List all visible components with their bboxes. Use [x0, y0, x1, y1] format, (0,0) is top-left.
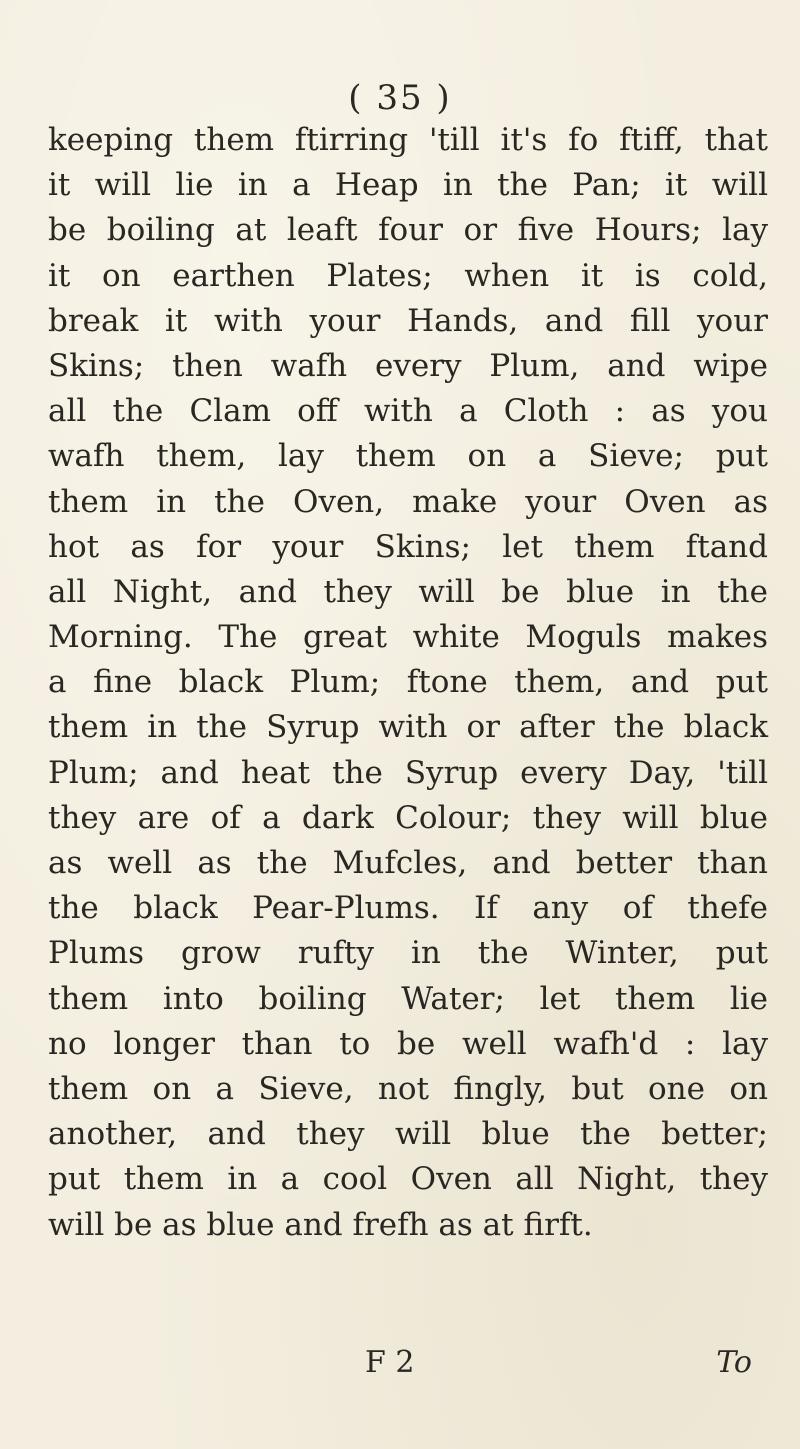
text-line: a fine black Plum; ftone them, and put: [48, 664, 768, 701]
text-line: hot as for your Skins; let them ftand: [48, 528, 768, 565]
text-line: them in the Oven, make your Oven as: [48, 483, 768, 520]
text-line: as well as the Mufcles, and better than: [48, 845, 768, 881]
text-line: Morning. The great white Moguls makes: [48, 619, 768, 656]
text-line: all Night, and they will be blue in the: [48, 573, 768, 610]
text-line: it on earthen Plates; when it is cold,: [48, 257, 768, 294]
text-line: no longer than to be well wafh'd : lay: [48, 1025, 768, 1062]
text-line: another, and they will blue the better;: [48, 1116, 768, 1153]
text-line: Skins; then wafh every Plum, and wipe: [48, 347, 768, 384]
text-line: put them in a cool Oven all Night, they: [48, 1161, 768, 1198]
text-line: the black Pear-Plums. If any of thefe: [48, 890, 768, 927]
text-line: them on a Sieve, not fingly, but one on: [48, 1070, 768, 1107]
text-line: will be as blue and frefh as at firft.: [48, 1206, 593, 1243]
page-footer: [0, 1345, 800, 1395]
text-line: wafh them, lay them on a Sieve; put: [48, 438, 768, 475]
text-line: them in the Syrup with or after the black: [48, 709, 768, 746]
text-line: be boiling at leaft four or five Hours; lay: [48, 212, 768, 249]
text-line: break it with your Hands, and fill your: [48, 302, 768, 339]
body-text: [48, 118, 768, 1248]
text-line: Plums grow rufty in the Winter, put: [48, 935, 768, 972]
text-line: it will lie in a Heap in the Pan; it will: [48, 167, 768, 204]
page-number: ( 35 ): [348, 78, 452, 118]
text-line: all the Clam off with a Cloth : as you: [48, 393, 768, 430]
text-line: keeping them ftirring 'till it's fo ftiff, that: [48, 122, 768, 158]
catchword: To: [716, 1345, 752, 1380]
text-line: them into boiling Water; let them lie: [48, 980, 768, 1017]
text-line: Plum; and heat the Syrup every Day, 'till: [48, 754, 768, 791]
signature-mark: F 2: [365, 1345, 415, 1380]
text-line: they are of a dark Colour; they will blue: [48, 799, 768, 836]
